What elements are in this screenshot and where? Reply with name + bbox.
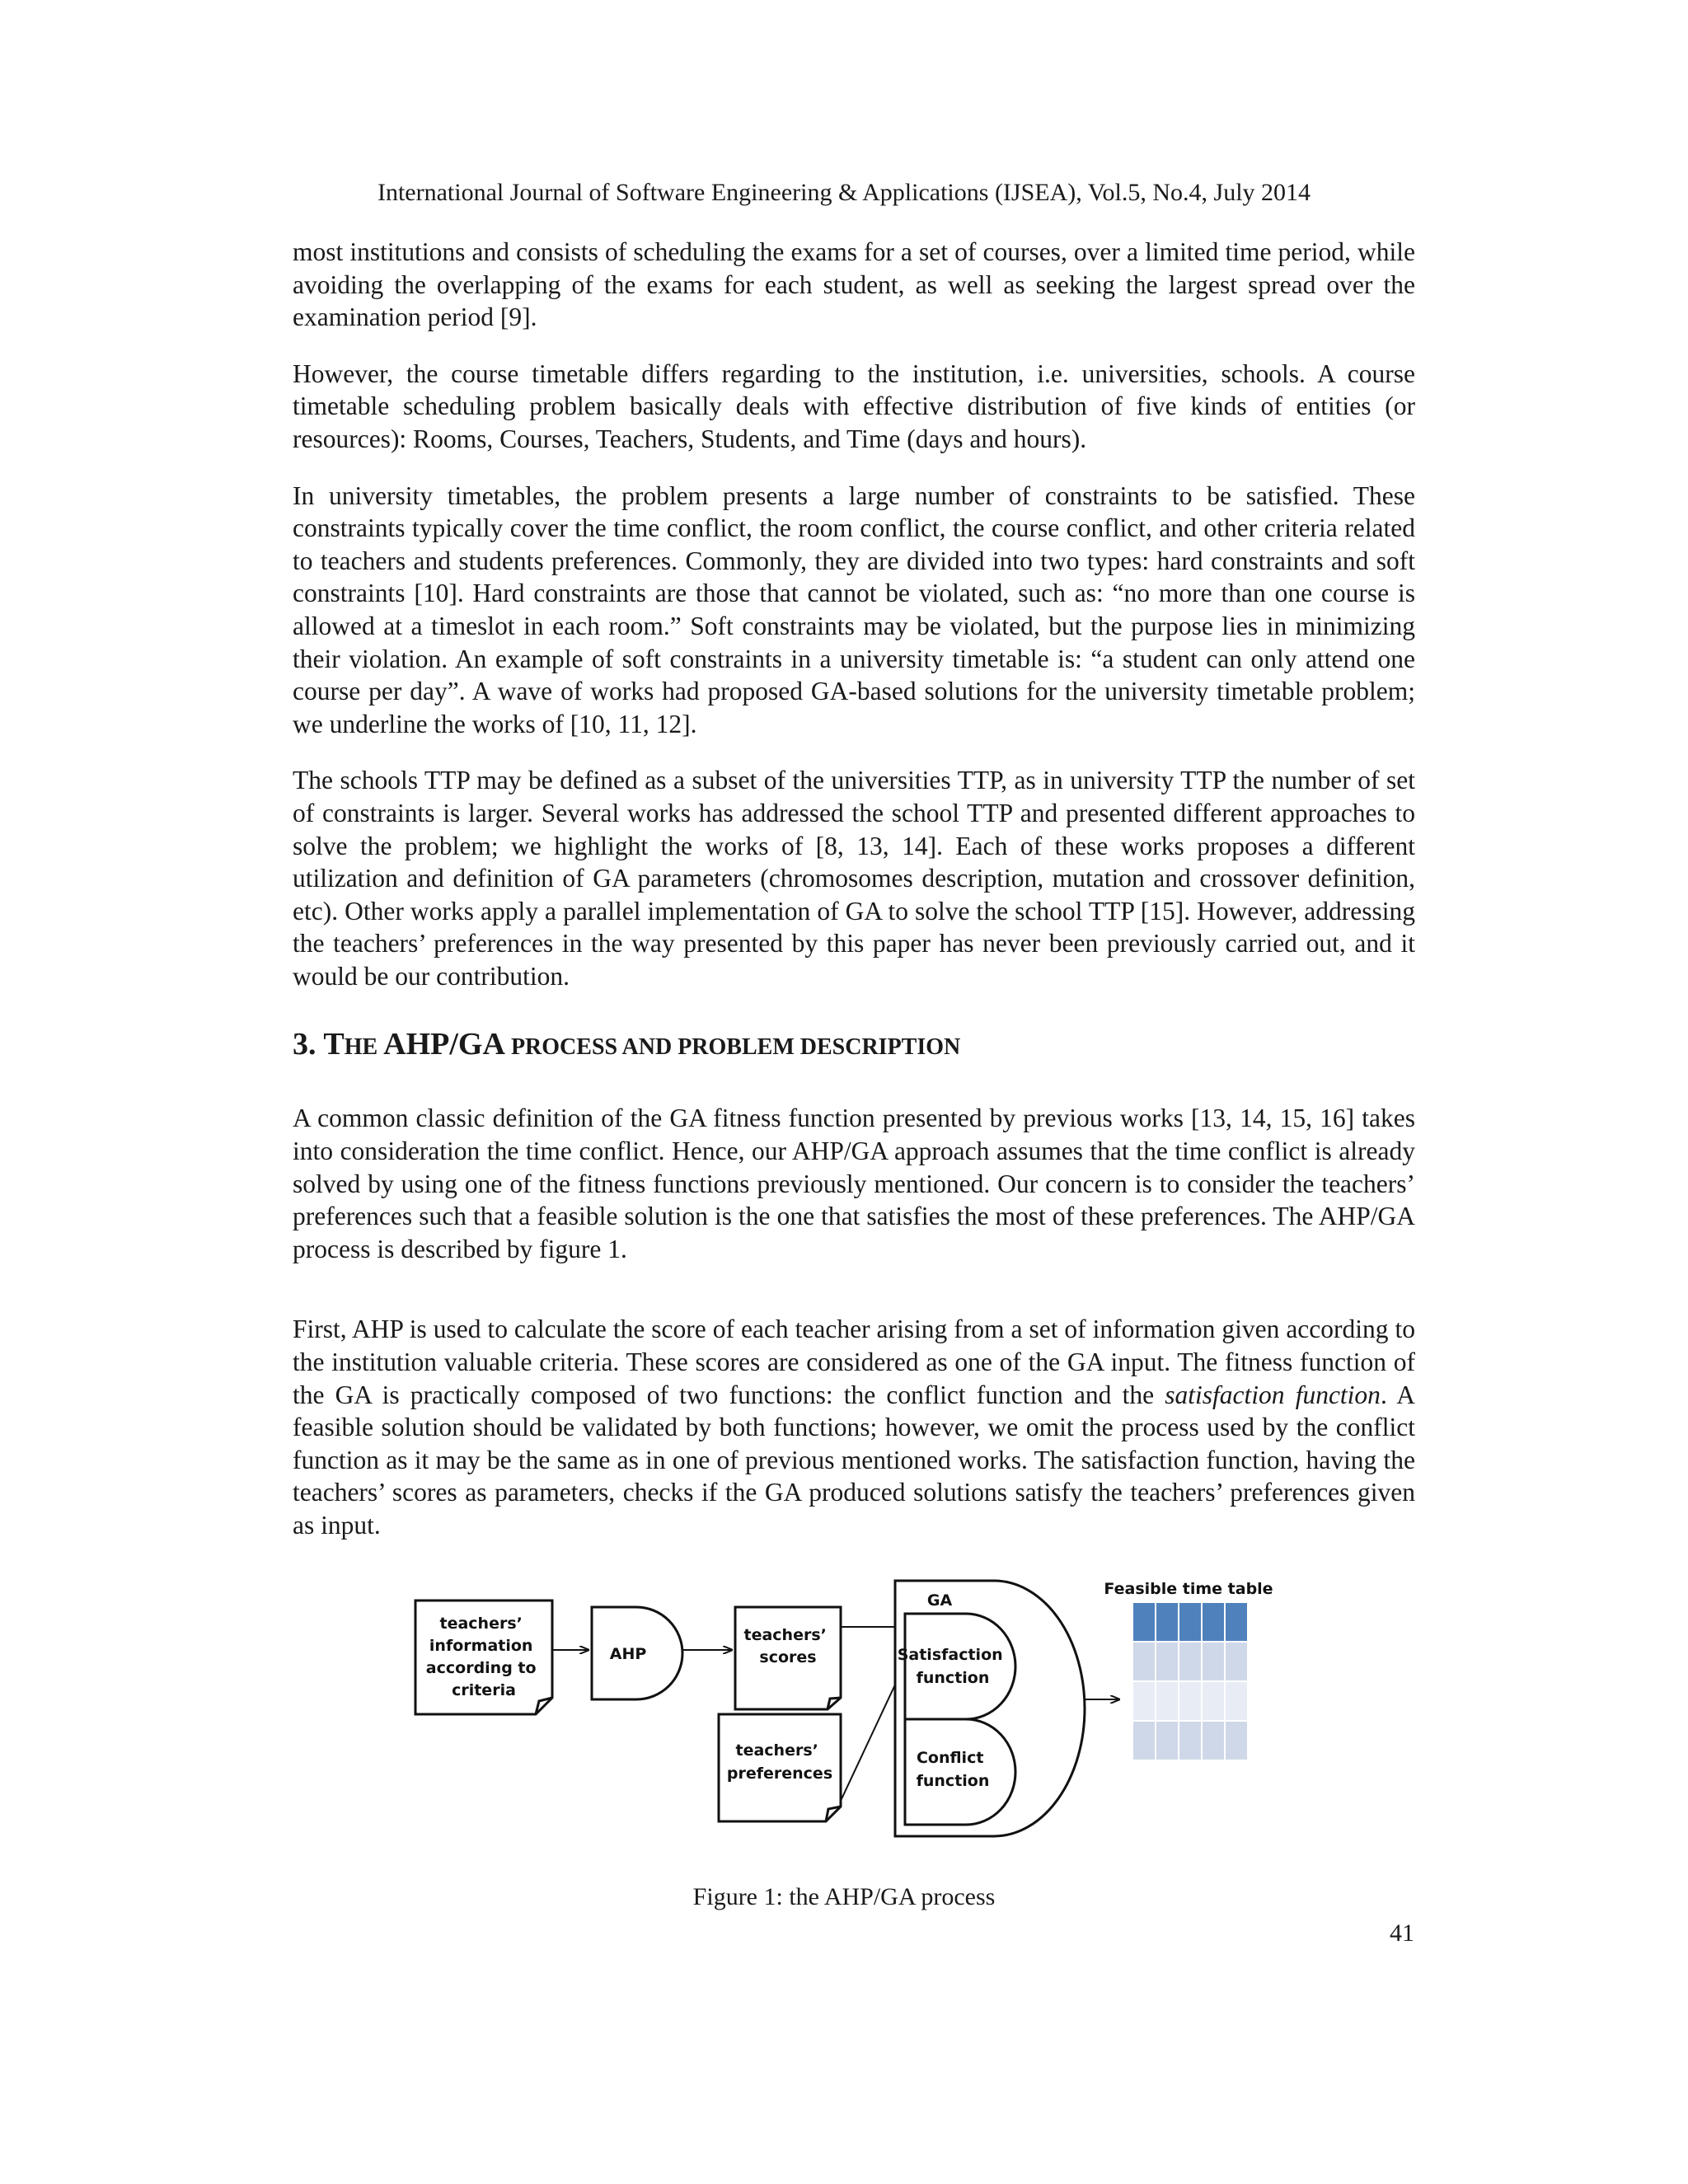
label-line: teachers’ bbox=[439, 1615, 523, 1633]
teachers-preferences-document bbox=[719, 1714, 841, 1821]
section-heading-part: HE bbox=[344, 1034, 384, 1061]
label-line: function bbox=[916, 1669, 990, 1687]
conflict-function-shape bbox=[905, 1719, 1015, 1825]
section-heading-part: T bbox=[323, 1027, 345, 1062]
label-line: preferences bbox=[726, 1765, 833, 1783]
timetable-cell bbox=[1202, 1721, 1225, 1760]
timetable-cell bbox=[1202, 1681, 1225, 1721]
label-line: teachers’ bbox=[735, 1741, 818, 1760]
timetable-cell bbox=[1132, 1642, 1156, 1681]
timetable-cell bbox=[1156, 1681, 1179, 1721]
timetable-cell bbox=[1179, 1642, 1202, 1681]
timetable-cell bbox=[1179, 1602, 1202, 1642]
section-heading-part: AHP/GA bbox=[383, 1027, 505, 1062]
timetable-cell bbox=[1156, 1721, 1179, 1760]
ga-label: GA bbox=[926, 1591, 953, 1610]
label-line: Conflict bbox=[916, 1749, 984, 1767]
running-header: International Journal of Software Engineering & Applications (IJSEA), Vol.5, No.4, July 2014 bbox=[377, 179, 1311, 206]
ahp-label: AHP bbox=[609, 1645, 647, 1663]
timetable-cell bbox=[1225, 1681, 1248, 1721]
paragraph-text: First, AHP is used to calculate the score of each teacher arising from a set of information given according to the institution valuable criteria. These scores are considered as one of the GA input. The fitness function of the GA is practically composed of two functions: the conflict function and the bbox=[293, 1315, 1415, 1409]
label-line: teachers’ bbox=[743, 1626, 827, 1644]
satisfaction-function-shape bbox=[898, 1614, 1015, 1719]
timetable-cell bbox=[1179, 1681, 1202, 1721]
timetable-title: Feasible time table bbox=[1104, 1580, 1273, 1598]
timetable-cell bbox=[1132, 1681, 1156, 1721]
figure-ahp-ga-process bbox=[404, 1574, 1311, 1846]
timetable-cell bbox=[1132, 1721, 1156, 1760]
label-line: scores bbox=[759, 1648, 817, 1666]
paragraph-ahp-ga-description bbox=[293, 1313, 1415, 1541]
timetable-cell bbox=[1202, 1642, 1225, 1681]
timetable-cell bbox=[1202, 1602, 1225, 1642]
feasible-timetable-grid bbox=[1132, 1602, 1248, 1760]
timetable-cell bbox=[1156, 1642, 1179, 1681]
label-line: criteria bbox=[452, 1681, 516, 1699]
paragraph-school-ttp: The schools TTP may be defined as a subset of the universities TTP, as in university TTP the number of set of constraints is larger. Several works has addressed the school TTP and presented different approaches to solve the problem; we highlight the works of [8, 13, 14]. Each of these works proposes a different utilization and definition of GA parameters (chromosomes description, mutation and crossover definition, etc). Other works apply a parallel implementation of GA to solve the school TTP [15]. However, addressing the teachers’ preferences in the way presented by this paper has never been previously carried out, and it would be our contribution. bbox=[293, 766, 1415, 991]
timetable-cell bbox=[1132, 1602, 1156, 1642]
section-heading bbox=[293, 1024, 1415, 1067]
timetable-cell bbox=[1225, 1642, 1248, 1681]
section-number: 3. bbox=[293, 1027, 316, 1062]
label-line: information bbox=[429, 1637, 533, 1655]
paragraph-exam-timetable: most institutions and consists of scheduling the exams for a set of courses, over a limited time period, while avoiding the overlapping of the exams for each student, as well as seeking the largest spread over the examination period [9]. bbox=[293, 237, 1415, 332]
paragraph-fitness-definition: A common classic definition of the GA fitness function presented by previous works [13, 14, 15, 16] takes into consideration the time conflict. Hence, our AHP/GA approach assumes that the time conflict is already solved by using one of the fitness functions previously mentioned. Our concern is to consider the teachers’ preferences such that a feasible solution is the one that satisfies the most of these preferences. The AHP/GA process is described by figure 1. bbox=[293, 1104, 1415, 1263]
timetable-cell bbox=[1179, 1721, 1202, 1760]
label-line: function bbox=[916, 1772, 990, 1790]
paragraph-text: . A feasible solution should be validated by both functions; however, we omit the process used by the conflict function as it may be the same as in one of previous mentioned works. The satisfaction function, having the teachers’ scores as parameters, checks if the GA produced solutions satisfy the teachers’ preferences given as input. bbox=[293, 1380, 1415, 1540]
timetable-cell bbox=[1156, 1602, 1179, 1642]
ahp-process-shape bbox=[592, 1607, 682, 1699]
figure-caption: Figure 1: the AHP/GA process bbox=[692, 1883, 996, 1910]
body-text bbox=[293, 236, 1415, 1566]
timetable-cell bbox=[1225, 1602, 1248, 1642]
page-number: 41 bbox=[1390, 1919, 1414, 1947]
teachers-information-document bbox=[415, 1601, 552, 1714]
label-line: Satisfaction bbox=[897, 1646, 1003, 1664]
timetable-cell bbox=[1225, 1721, 1248, 1760]
paragraph-university-timetables: In university timetables, the problem presents a large number of constraints to be satisfied. These constraints typically cover the time conflict, the room conflict, the course conflict, and other criteria related to teachers and students preferences. Commonly, they are divided into two types: hard constraints and soft constraints [10]. Hard constraints are those that cannot be violated, such as: “no more than one course is allowed at a timeslot in each room.” Soft constraints may be violated, but the purpose lies in minimizing their violation. An example of soft constraints in a university timetable is: “a student can only attend one course per day”. A wave of works had proposed GA-based solutions for the university timetable problem; we underline the works of [10, 11, 12]. bbox=[293, 480, 1415, 738]
section-heading-part: PROCESS AND PROBLEM DESCRIPTION bbox=[504, 1034, 961, 1061]
satisfaction-function-term: satisfaction function bbox=[1165, 1380, 1381, 1409]
process-diagram bbox=[404, 1574, 1311, 1846]
label-line: according to bbox=[425, 1659, 537, 1677]
paragraph-course-timetable: However, the course timetable differs regarding to the institution, i.e. universities, schools. A course timetable scheduling problem basically deals with effective distribution of five kinds of entities (or resources): Rooms, Courses, Teachers, Students, and Time (days and hours). bbox=[293, 359, 1415, 453]
teachers-scores-document bbox=[735, 1607, 841, 1709]
